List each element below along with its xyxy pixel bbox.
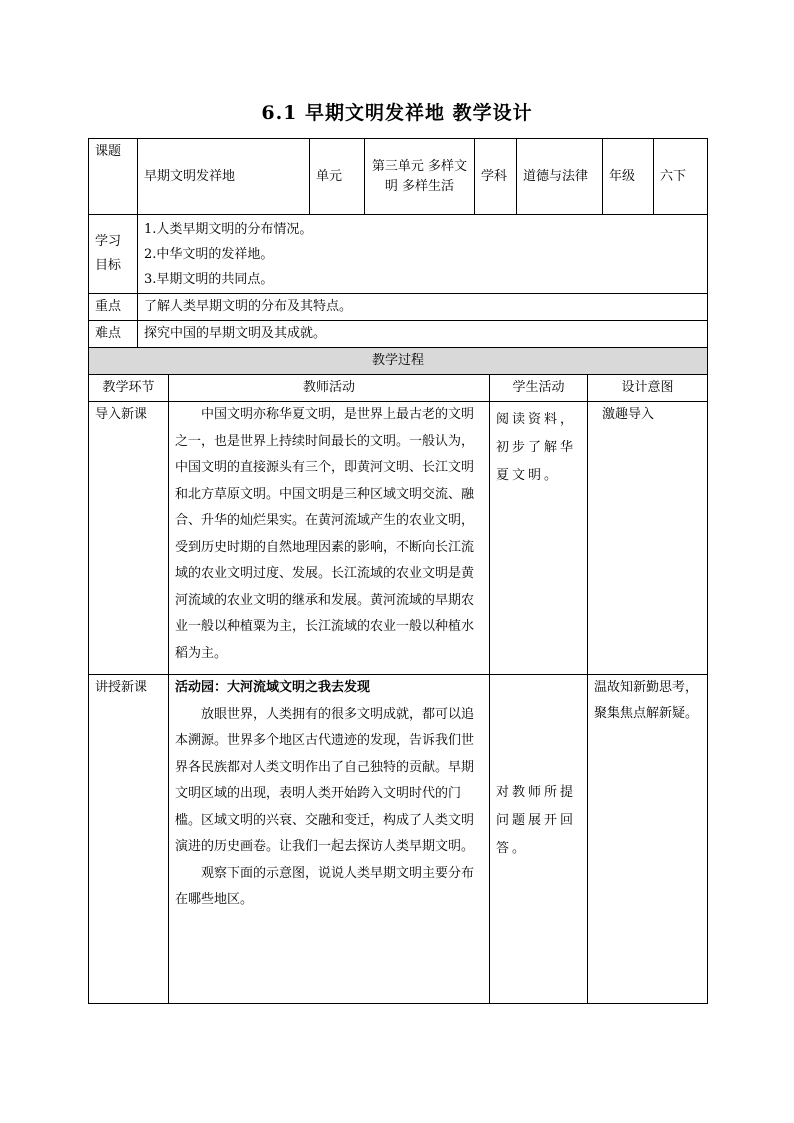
goals-cell [138,215,708,294]
info-table [88,138,708,348]
column-header: 设计意图 [588,375,708,402]
teacher-cell [169,402,490,675]
teacher-paragraph: 放眼世界，人类拥有的很多文明成就，都可以追本溯源。世界多个地区古代遗迹的发现，告诉我们世界各民族都对人类文明作出了自己独特的贡献。早期文明区域的出现，表明人类开始跨入文明时代的门槛。区域文明的兴衰、交融和变迁，构成了人类文明演进的历史画卷。让我们一起去探访人类早期文明。 [175,706,475,854]
goals-label: 学习目标 [89,215,138,294]
page-title: 6.1 早期文明发祥地 教学设计 [261,102,533,124]
process-table [88,347,708,1004]
key-label: 重点 [89,294,138,321]
table-row [89,402,708,675]
topic-label: 课题 [89,139,138,215]
subject-label: 学科 [475,139,517,215]
unit-value: 第三单元 多样文明 多样生活 [365,139,475,215]
topic-value: 早期文明发祥地 [138,139,310,215]
column-header: 教学环节 [89,375,169,402]
column-header: 学生活动 [490,375,588,402]
student-cell: 阅读资料，初步了解华夏文明。 [490,402,588,675]
process-heading: 教学过程 [89,348,708,375]
teacher-paragraph: 中国文明亦称华夏文明，是世界上最古老的文明之一，也是世界上持续时间最长的文明。一般认为，中国文明的直接源头有三个，即黄河文明、长江文明和北方草原文明。中国文明是三种区域文明交流、融合、升华的灿烂果实。在黄河流域产生的农业文明，受到历史时期的自然地理因素的影响，不断向长江流域的农业文明过度、发展。长江流域的农业文明是黄河流域的农业文明的继承和发展。黄河流域的早期农业一般以种植粟为主，长江流域的农业一般以种植水稻为主。 [175,407,475,661]
stage-cell: 导入新课 [89,402,169,675]
key-value: 了解人类早期文明的分布及其特点。 [138,294,708,321]
grade-label: 年级 [603,139,654,215]
column-header: 教师活动 [169,375,490,402]
grade-value: 六下 [654,139,708,215]
teacher-paragraph: 观察下面的示意图，说说人类早期文明主要分布在哪些地区。 [175,865,475,907]
intent-cell: 激趣导入 [588,402,708,675]
intent-cell: 温故知新勤思考，聚集焦点解新疑。 [588,675,708,1004]
teacher-cell [169,675,490,1004]
stage-cell: 讲授新课 [89,675,169,1004]
subject-value: 道德与法律 [517,139,603,215]
goal-item: 2.中华文明的发祥地。 [144,247,274,262]
activity-heading: 活动园：大河流域文明之我去发现 [175,680,371,695]
goal-item: 3.早期文明的共同点。 [144,272,274,287]
difficult-value: 探究中国的早期文明及其成就。 [138,321,708,348]
table-row [89,675,708,1004]
student-cell: 对教师所提问题展开回答。 [490,675,588,1004]
goal-item: 1.人类早期文明的分布情况。 [144,222,313,237]
unit-label: 单元 [310,139,365,215]
difficult-label: 难点 [89,321,138,348]
